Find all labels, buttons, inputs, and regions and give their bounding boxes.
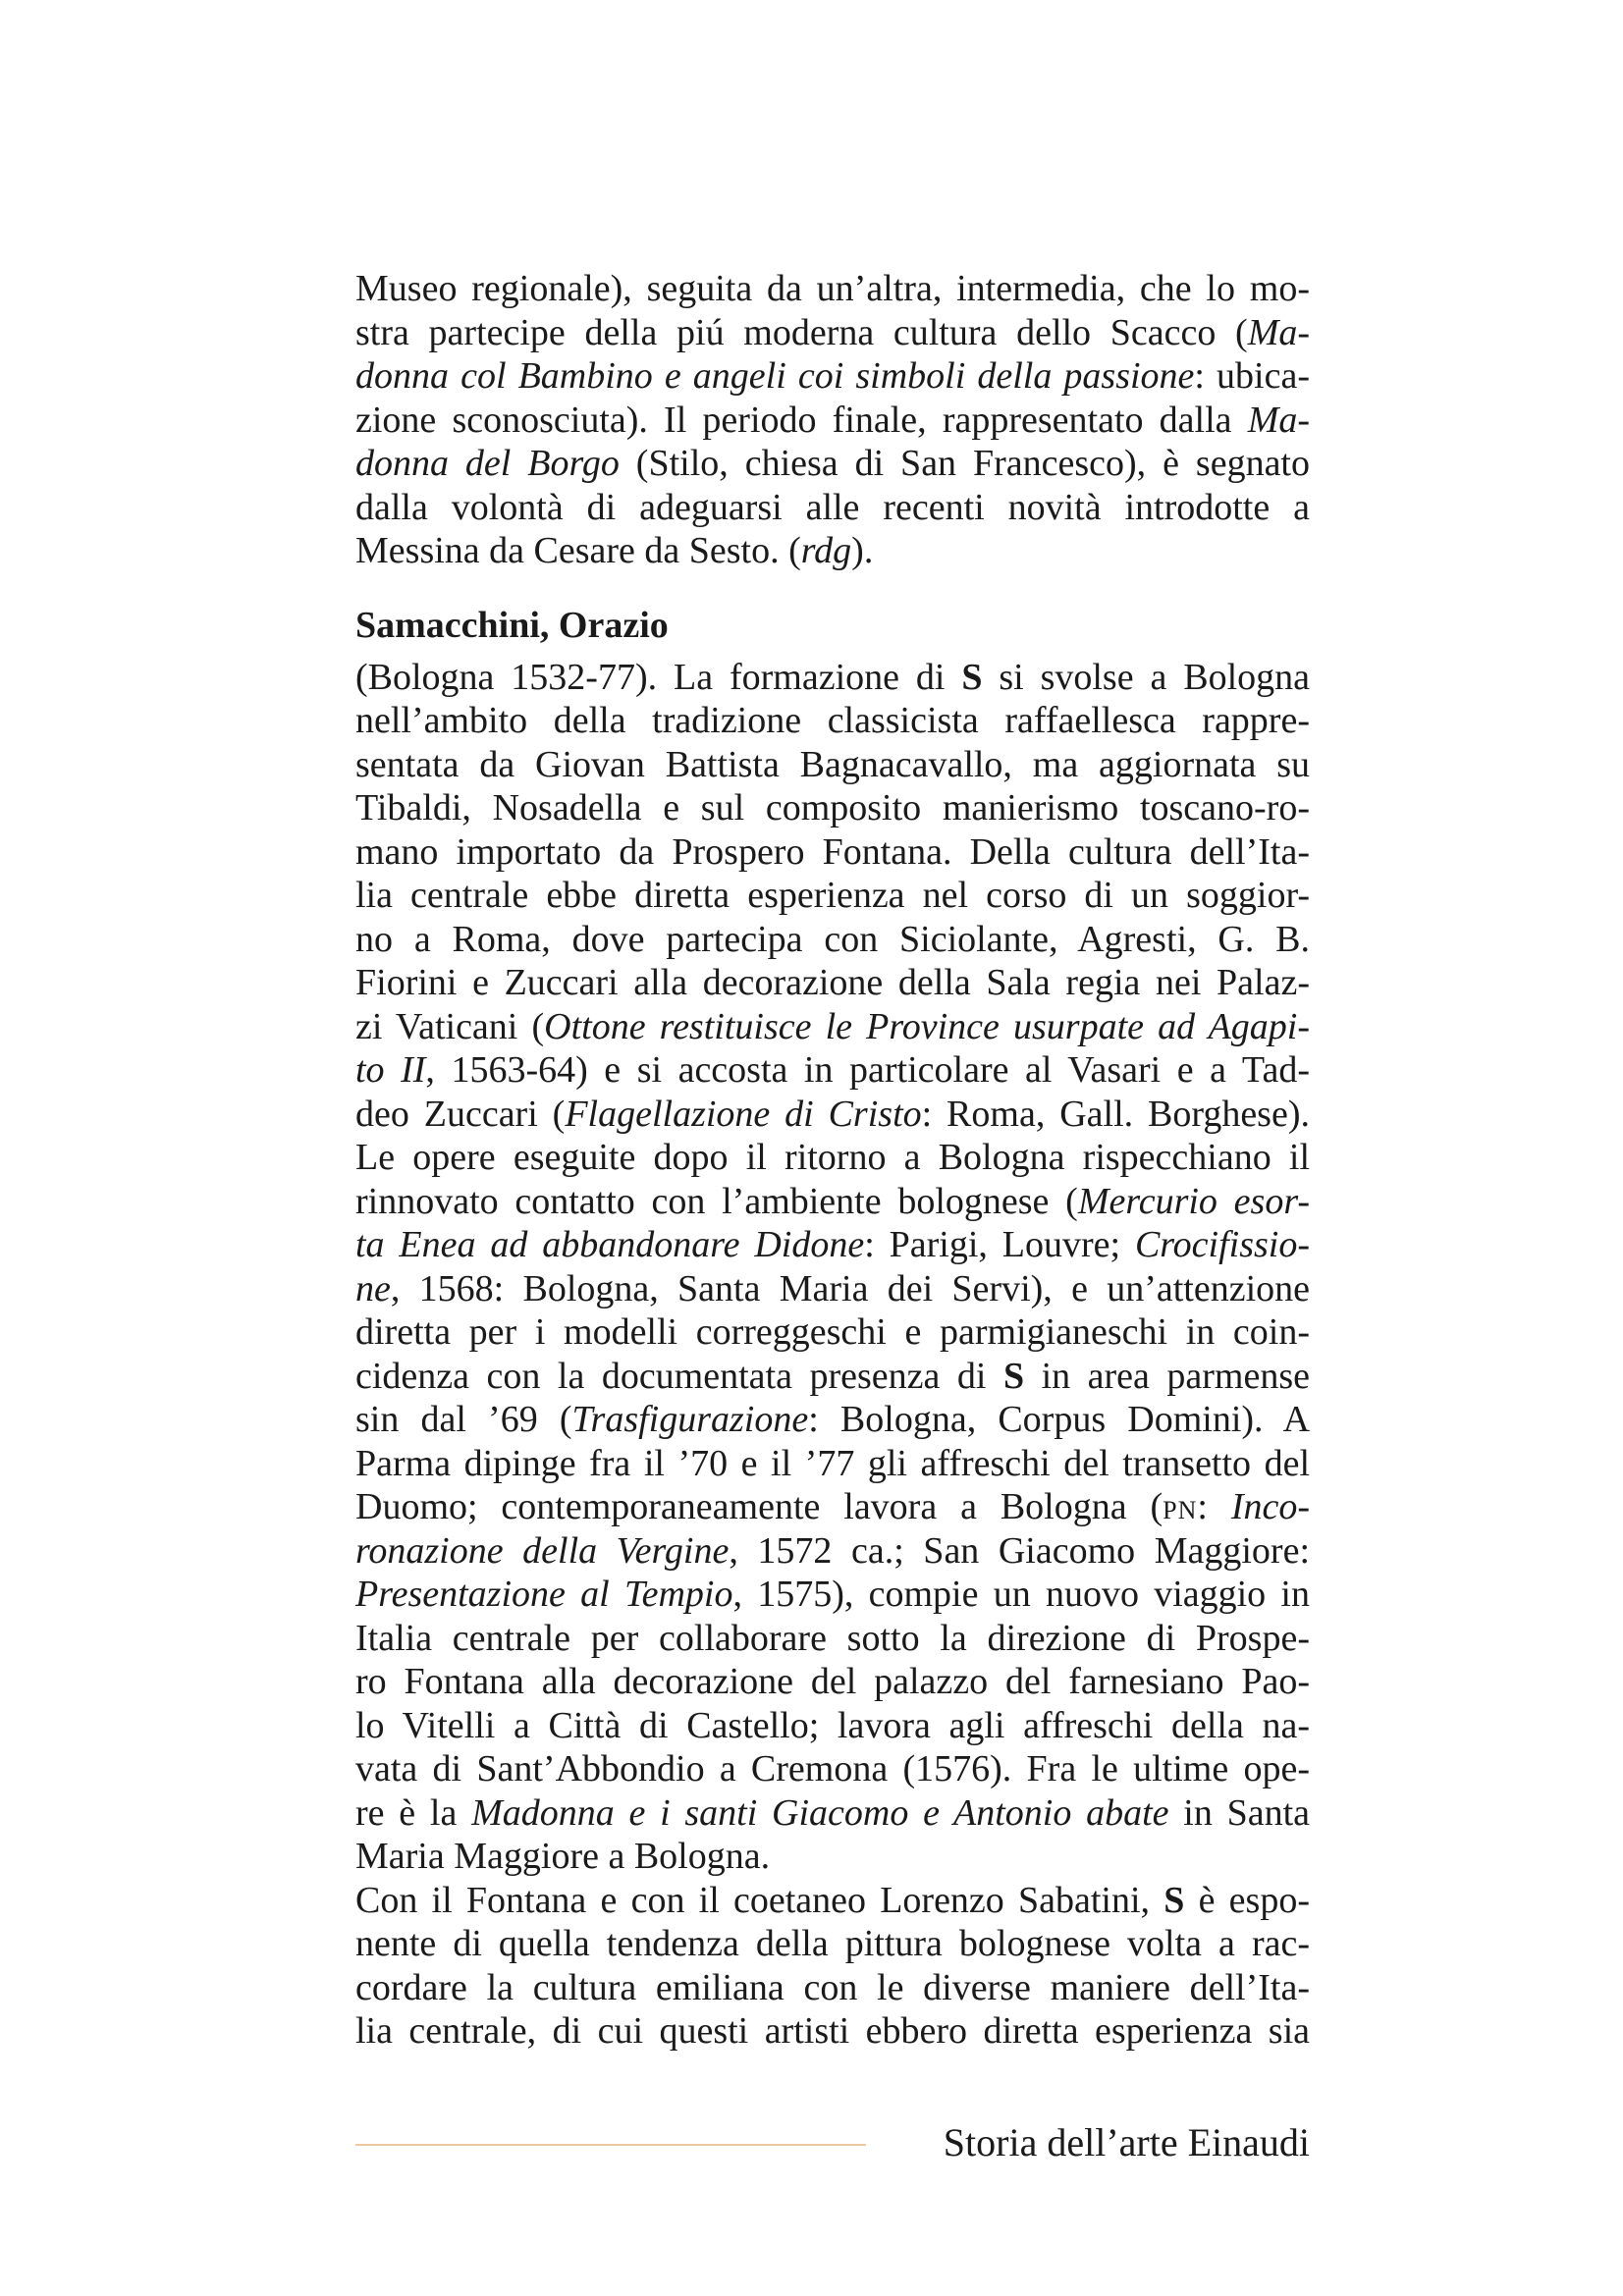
text-line — [355, 1791, 1310, 1836]
italic-title: Flagellazione di Cristo — [565, 1093, 922, 1135]
italic-title: donna del Borgo — [355, 443, 620, 484]
text-line — [355, 1485, 1310, 1529]
text-run: Le opere eseguite dopo il ritorno a Bologna rispecchiano il — [355, 1137, 1310, 1178]
text-line — [355, 1617, 1310, 1661]
text-run: , 1563-64) e si accosta in particolare al Vasari e a Tad- — [425, 1049, 1310, 1091]
text-line — [355, 786, 1310, 830]
text-run: si svolse a Bologna — [982, 656, 1310, 698]
text-line — [355, 354, 1310, 399]
italic-title: donna col Bambino e angeli coi simboli della passione — [355, 355, 1195, 397]
text-run: Maria Maggiore a Bologna. — [355, 1836, 771, 1877]
text-line — [355, 267, 1310, 311]
text-line — [355, 1310, 1310, 1355]
text-line — [355, 2009, 1310, 2054]
italic-title: to II — [355, 1049, 426, 1091]
italic-title: Trasfigurazione — [571, 1399, 809, 1440]
text-line — [355, 1835, 1310, 1879]
text-run: in area parmense — [1024, 1355, 1310, 1397]
italic-title: Madonna e i santi Giacomo e Antonio abate — [471, 1791, 1169, 1834]
text-line — [355, 1573, 1310, 1617]
text-run: sentata da Giovan Battista Bagnacavallo, ma aggiornata su — [355, 743, 1310, 785]
text-line — [355, 874, 1310, 918]
text-run: , 1575), compie un nuovo viaggio in — [732, 1574, 1310, 1615]
text-run: Con il Fontana e con il coetaneo Lorenzo Sabatini, — [355, 1879, 1164, 1921]
text-line — [355, 656, 1310, 700]
text-run: dalla volontà di adeguarsi alle recenti novità introdotte a — [355, 486, 1310, 528]
text-line — [355, 1966, 1310, 2010]
text-run: Messina da Cesare da Sesto. ( — [355, 530, 801, 571]
text-line — [355, 1267, 1310, 1311]
text-run: in Santa — [1168, 1791, 1310, 1834]
text-run: stra partecipe della piú moderna cultura dello Scacco ( — [355, 311, 1248, 353]
italic-title: ne — [355, 1267, 391, 1309]
text-line — [355, 1355, 1310, 1399]
italic-title: ta Enea ad abbandonare Didone — [355, 1224, 865, 1265]
italic-title: ronazione della Vergine — [355, 1529, 730, 1572]
text-run: no a Roma, dove partecipa con Siciolante, Agresti, G. B. — [355, 918, 1310, 960]
text-line — [355, 529, 1310, 573]
text-line — [355, 1223, 1310, 1267]
text-line — [355, 1922, 1310, 1966]
text-run: Fiorini e Zuccari alla decorazione della Sala regia nei Palaz- — [355, 962, 1310, 1003]
text-line — [355, 961, 1310, 1005]
text-run: : — [1197, 1486, 1231, 1527]
text-run: lo Vitelli a Città di Castello; lavora agli affreschi della na- — [355, 1704, 1310, 1746]
text-line — [355, 1529, 1310, 1574]
footer-rule — [355, 2144, 866, 2146]
text-line — [355, 830, 1310, 875]
text-run: : ubica- — [1194, 355, 1310, 397]
text-line — [355, 918, 1310, 962]
text-run: deo Zuccari ( — [355, 1093, 566, 1135]
text-run: Parma dipinge fra il ’70 e il ’77 gli affreschi del transetto del — [355, 1442, 1310, 1484]
italic-title: Mercurio esor- — [1077, 1180, 1310, 1222]
footer-title: Storia dell’arte Einaudi — [943, 2120, 1310, 2164]
text-line — [355, 399, 1310, 443]
subject-initial: S — [961, 656, 983, 698]
text-run: vata di Sant’Abbondio a Cremona (1576). Fra le ultime ope- — [355, 1748, 1310, 1789]
text-line — [355, 486, 1310, 530]
italic-title: Crocifissio- — [1134, 1224, 1310, 1265]
text-run: : Parigi, Louvre; — [864, 1224, 1135, 1265]
text-line — [355, 1048, 1310, 1093]
text-run: : Roma, Gall. Borghese). — [921, 1093, 1310, 1135]
text-line — [355, 1660, 1310, 1704]
text-line — [355, 1442, 1310, 1486]
text-run: è espo- — [1184, 1879, 1310, 1921]
text-line — [355, 1136, 1310, 1180]
entry-paragraph-1 — [355, 656, 1310, 1879]
subject-initial: S — [1163, 1879, 1185, 1921]
text-run: nente di quella tendenza della pittura bolognese volta a rac- — [355, 1923, 1310, 1964]
text-line — [355, 699, 1310, 743]
page-body — [355, 267, 1310, 2054]
subject-initial: S — [1002, 1355, 1025, 1397]
italic-title: rdg — [800, 530, 852, 571]
text-run: (Stilo, chiesa di San Francesco), è segnato — [619, 443, 1310, 484]
text-run: (Bologna 1532-77). La formazione di — [355, 656, 962, 698]
text-run: zione sconosciuta). Il periodo finale, rappresentato dalla — [355, 399, 1248, 441]
text-run: cidenza con la documentata presenza di — [355, 1355, 1003, 1397]
text-run: ). — [851, 530, 874, 571]
entry-paragraph-2 — [355, 1879, 1310, 2054]
text-run: mano importato da Prospero Fontana. Della cultura dell’Ita- — [355, 830, 1310, 873]
text-line — [355, 743, 1310, 787]
text-line — [355, 1180, 1310, 1224]
italic-title: Ottone restituisce le Province usurpate ad Agapi- — [544, 1005, 1310, 1047]
text-run: lia centrale, di cui questi artisti ebbero diretta esperienza sia — [355, 2010, 1310, 2052]
text-run: Tibaldi, Nosadella e sul composito manierismo toscano-ro- — [355, 787, 1310, 828]
italic-title: Ma- — [1247, 311, 1310, 353]
text-run: Italia centrale per collaborare sotto la direzione di Prospe- — [355, 1617, 1310, 1659]
text-run: nell’ambito della tradizione classicista raffaellesca rappre- — [355, 700, 1310, 741]
text-line — [355, 1704, 1310, 1748]
text-line — [355, 1093, 1310, 1137]
text-run: , 1572 ca.; San Giacomo Maggiore: — [729, 1529, 1310, 1572]
text-line — [355, 311, 1310, 355]
text-run: re è la — [355, 1791, 472, 1834]
entry-heading: Samacchini, Orazio — [355, 604, 669, 646]
text-run: sin dal ’69 ( — [355, 1399, 572, 1440]
text-run: zi Vaticani ( — [355, 1005, 545, 1047]
text-run: , 1568: Bologna, Santa Maria dei Servi), e un’attenzione — [390, 1267, 1310, 1309]
text-run: cordare la cultura emiliana con le diverse maniere dell’Ita- — [355, 1966, 1310, 2008]
text-run: PN — [1163, 1496, 1198, 1524]
text-run: Duomo; contemporaneamente lavora a Bologna ( — [355, 1486, 1163, 1527]
italic-title: Ma- — [1247, 399, 1310, 441]
text-line — [355, 1005, 1310, 1049]
text-run: : Bologna, Corpus Domini). A — [808, 1399, 1311, 1440]
text-line — [355, 1398, 1310, 1442]
text-run: ro Fontana alla decorazione del palazzo del farnesiano Pao- — [355, 1661, 1310, 1702]
italic-title: Presentazione al Tempio — [355, 1574, 733, 1615]
text-line — [355, 442, 1310, 486]
text-run: rinnovato contatto con l’ambiente bolognese ( — [355, 1180, 1078, 1222]
intro-paragraph — [355, 267, 1310, 573]
text-run: diretta per i modelli correggeschi e parmigianeschi in coin- — [355, 1311, 1310, 1353]
text-line — [355, 1879, 1310, 1923]
text-run: Museo regionale), seguita da un’altra, intermedia, che lo mo- — [355, 268, 1310, 309]
text-run: lia centrale ebbe diretta esperienza nel corso di un soggior- — [355, 875, 1310, 916]
text-line — [355, 1747, 1310, 1791]
italic-title: Inco- — [1230, 1486, 1310, 1527]
